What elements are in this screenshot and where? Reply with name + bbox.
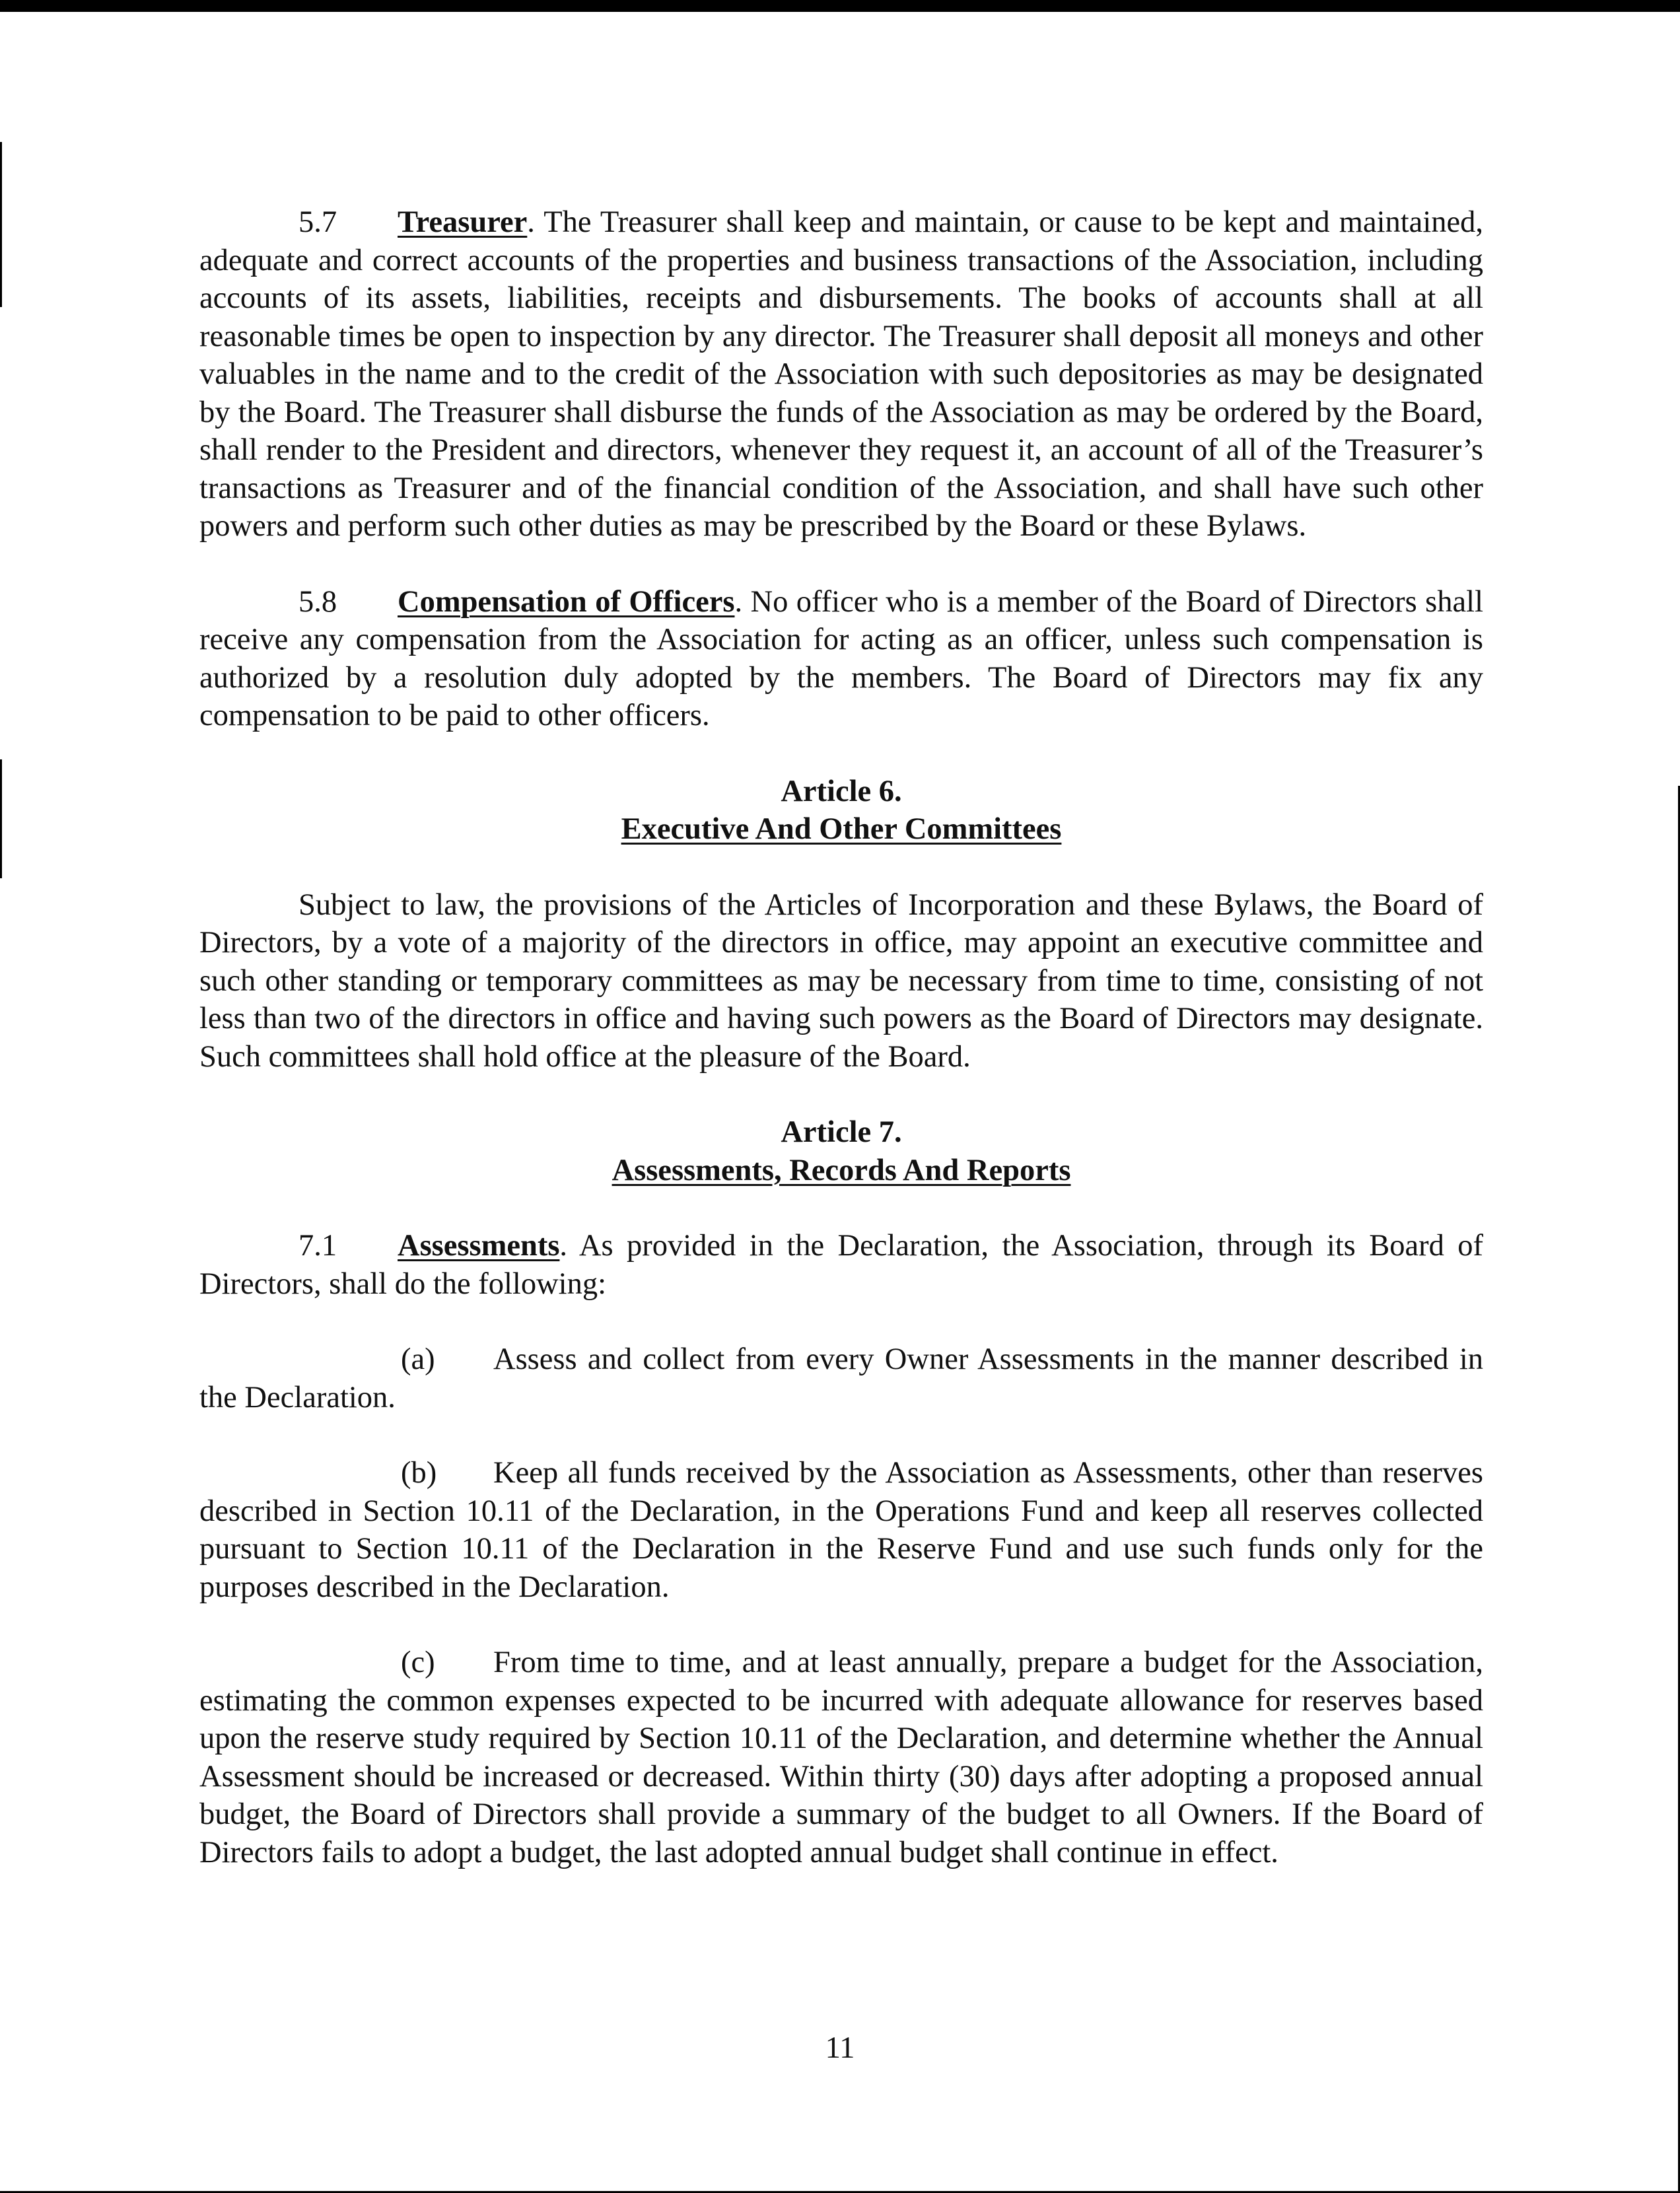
article-6-subtitle: Executive And Other Committees xyxy=(621,812,1062,846)
section-text: . As provided in the Declaration, the Association, through its Board of Directors, shall do the following: xyxy=(199,1229,1483,1301)
scan-left-edge-mark-2 xyxy=(0,759,2,878)
item-label: (c) xyxy=(401,1646,435,1679)
scan-left-edge-mark xyxy=(0,142,2,307)
item-b xyxy=(199,1454,1483,1606)
article-7-subtitle: Assessments, Records And Reports xyxy=(612,1153,1071,1187)
article-6-body xyxy=(199,886,1483,1076)
item-text: Keep all funds received by the Association as Assessments, other than reserves described in Section 10.11 of the Declaration, in the Operations Fund and keep all reserves collected pursuant to Section 10.11 of the Declaration in the Reserve Fund and use such funds only for the purposes described in the Declaration. xyxy=(199,1456,1483,1604)
section-number: 5.8 xyxy=(298,584,337,619)
item-text: From time to time, and at least annually, prepare a budget for the Association, estimating the common expenses expected to be incurred with adequate allowance for reserves based upon the reserve study required by Section 10.11 of the Declaration, and determine whether the Annual Assessment should be increased or decreased. Within thirty (30) days after adopting a proposed annual budget, the Board of Directors shall provide a summary of the budget to all Owners. If the Board of Directors fails to adopt a budget, the last adopted annual budget shall continue in effect. xyxy=(199,1646,1483,1869)
section-title: Treasurer xyxy=(398,205,528,239)
section-title: Assessments xyxy=(398,1229,560,1263)
scan-top-border xyxy=(0,0,1680,12)
section-7-1 xyxy=(199,1227,1483,1303)
section-title: Compensation of Officers xyxy=(398,584,735,619)
article-7-title: Article 7. xyxy=(781,1115,902,1149)
section-number: 5.7 xyxy=(298,205,337,239)
section-text: . The Treasurer shall keep and maintain, or cause to be kept and maintained, adequate and correct accounts of the properties and business transactions of the Association, including accounts of its assets, liabilities, receipts and disbursements. The books of accounts shall at all reasonable times be open to inspection by any director. The Treasurer shall deposit all moneys and other valuables in the name and to the credit of the Association with such depositories as may be designated by the Board. The Treasurer shall disburse the funds of the Association as may be ordered by the Board, shall render to the President and directors, whenever they request it, an account of all of the Treasurer’s transactions as Treasurer and of the financial condition of the Association, and shall have such other powers and perform such other duties as may be prescribed by the Board or these Bylaws. xyxy=(199,205,1483,543)
item-label: (a) xyxy=(401,1342,435,1376)
item-a xyxy=(199,1340,1483,1416)
section-5-7 xyxy=(199,203,1483,545)
page-number: 11 xyxy=(825,2031,855,2065)
item-text: Assess and collect from every Owner Assessments in the manner described in the Declaration. xyxy=(199,1342,1483,1414)
section-5-8 xyxy=(199,583,1483,735)
document-body xyxy=(199,203,1483,1871)
item-label: (b) xyxy=(401,1456,437,1490)
section-number: 7.1 xyxy=(298,1229,337,1263)
article-6-title: Article 6. xyxy=(781,774,902,808)
section-text: . No officer who is a member of the Board of Directors shall receive any compensation from the Association for acting as an officer, unless such compensation is authorized by a resolution duly adopted by the members. The Board of Directors may fix any compensation to be paid to other officers. xyxy=(199,584,1484,732)
article-6-text: Subject to law, the provisions of the Articles of Incorporation and these Bylaws, the Board of Directors, by a vote of a majority of the directors in office, may appoint an executive committee and such other standing or temporary committees as may be necessary from time to time, consisting of not less than two of the directors in office and having such powers as the Board of Directors may designate. Such committees shall hold office at the pleasure of the Board. xyxy=(199,888,1483,1074)
item-c xyxy=(199,1644,1483,1871)
